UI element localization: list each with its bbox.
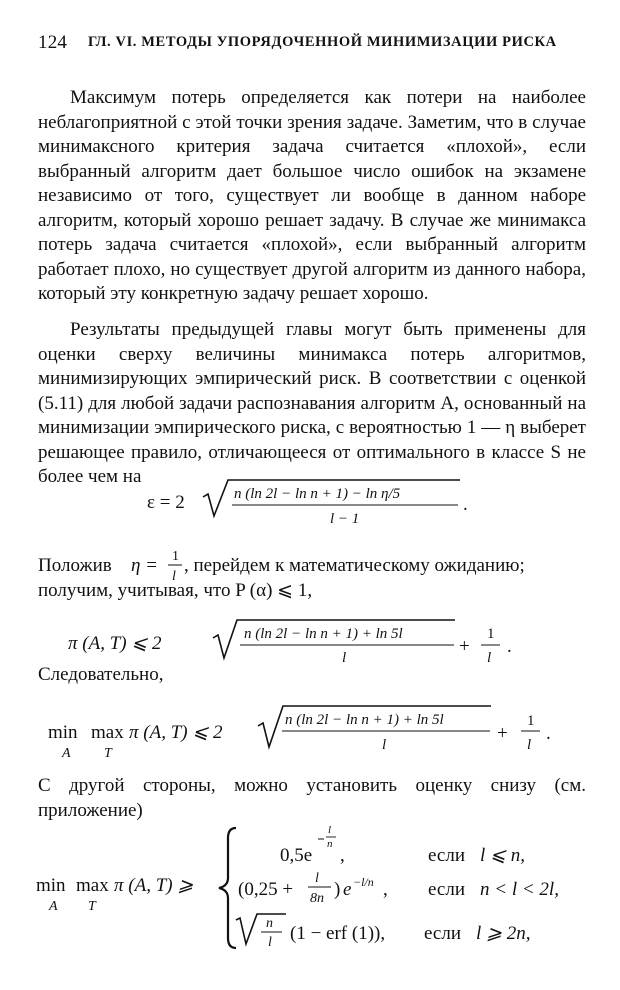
formula-epsilon-denominator: l − 1	[330, 511, 360, 527]
case3-frac-den: l	[268, 935, 272, 950]
case3-condition: l ⩾ 2n,	[476, 923, 531, 944]
formula-loss-period: .	[507, 636, 512, 657]
eta-frac-num: 1	[172, 549, 179, 564]
case2-comma: ,	[383, 879, 388, 900]
min-operator: min	[36, 875, 66, 896]
formula-lower-body: π (A, T) ⩾	[114, 875, 194, 896]
formula-loss-frac-den: l	[487, 650, 492, 666]
formula-loss-lhs: π (A, T) ⩽ 2	[68, 633, 162, 654]
case1-exp-num: l	[328, 824, 332, 836]
running-header	[38, 32, 586, 54]
running-title: ГЛ. VI. МЕТОДЫ УПОРЯДОЧЕННОЙ МИНИМИЗАЦИИ РИСКА	[88, 34, 557, 50]
min-subscript: A	[62, 746, 71, 761]
paragraph-previous-results: Результаты предыдущей главы могут быть применены для оценки сверху величины минимакса потерь алгоритмов, минимизирующих эмпирический риск. В соответствии с оценкой (5.11) для любой задачи распознавания алгоритм A, основанный на минимизации эмпирического риска, с вероятностью 1 — η выберет решающее правило, отличающееся от оптимального в классе S не более чем на	[38, 319, 586, 487]
text-polozhiv: Положив	[38, 555, 112, 576]
formula-minimax-plus: +	[497, 723, 508, 744]
formula-epsilon	[0, 478, 620, 530]
formula-minimax-frac-den: l	[527, 737, 532, 753]
case1-comma: ,	[340, 845, 345, 866]
formula-minimax-body: π (A, T) ⩽ 2	[129, 722, 223, 743]
case3-body: (1 − erf (1)),	[290, 923, 386, 944]
case3-if: если	[424, 923, 461, 944]
max-subscript: T	[88, 899, 96, 914]
formula-epsilon-numerator: n (ln 2l − ln n + 1) − ln η/5	[234, 486, 401, 502]
case1-exp-den: n	[327, 838, 333, 850]
page-number: 124	[38, 32, 68, 53]
cases-brace	[219, 828, 236, 948]
line-consequently: Следовательно,	[38, 664, 164, 685]
line-received: получим, учитывая, что P (α) ⩽ 1,	[38, 580, 313, 601]
case2-open: (0,25 +	[238, 879, 294, 900]
paragraph-loss-maximum: Максимум потерь определяется как потери на наиболее неблагоприятной с этой точки зрения задаче. Заметим, что в случае минимаксного критерия задача считается «плохой», если выбранный алгоритм дает большое число ошибок на экзамене независимо от того, существует ли вообще в данном наборе алгоритм, который хорошо решает задачу. В случае же минимакса потерь задача считается «плохой», если выбранный алгоритм работает плохо, но существует другой алгоритм из данного набора, который эту конкретную задачу решает хорошо.	[38, 87, 586, 304]
formula-loss-numerator: n (ln 2l − ln n + 1) + ln 5l	[244, 626, 403, 642]
paragraph-lower-bound: С другой стороны, можно установить оценку снизу (см. приложение)	[38, 775, 586, 821]
eta-frac-den: l	[172, 569, 176, 584]
text-eta-equals: η =	[131, 555, 158, 576]
formula-epsilon-lhs: ε = 2	[147, 492, 185, 513]
max-operator: max	[76, 875, 109, 896]
formula-minimax-upper	[0, 702, 620, 762]
formula-minimax-period: .	[546, 723, 551, 744]
formula-minimax-frac-num: 1	[527, 713, 535, 729]
formula-minimax-lower	[0, 820, 620, 970]
case2-exp: −l/n	[353, 875, 374, 889]
case2-frac-num: l	[315, 871, 319, 886]
formula-loss-frac-num: 1	[487, 626, 495, 642]
formula-loss-bound	[0, 616, 620, 668]
min-operator: min	[48, 722, 78, 743]
case1-condition: l ⩽ n,	[480, 845, 525, 866]
case2-close: )	[334, 879, 341, 900]
case1-if: если	[428, 845, 465, 866]
text-expectation: , перейдем к математическому ожиданию;	[184, 555, 525, 576]
formula-epsilon-period: .	[463, 494, 468, 515]
case2-condition: n < l < 2l,	[480, 879, 559, 900]
case3-frac-num: n	[266, 916, 273, 931]
case2-if: если	[428, 879, 465, 900]
case2-frac-den: 8n	[310, 891, 324, 906]
max-subscript: T	[104, 746, 112, 761]
radical-sign	[236, 914, 286, 944]
formula-loss-plus: +	[459, 636, 470, 657]
formula-minimax-denominator: l	[382, 737, 387, 753]
case1-base: 0,5e	[280, 845, 313, 866]
max-operator: max	[91, 722, 124, 743]
case2-e: e	[343, 879, 352, 900]
formula-minimax-numerator: n (ln 2l − ln n + 1) + ln 5l	[285, 712, 444, 728]
min-subscript: A	[49, 899, 58, 914]
formula-loss-denominator: l	[342, 650, 347, 666]
